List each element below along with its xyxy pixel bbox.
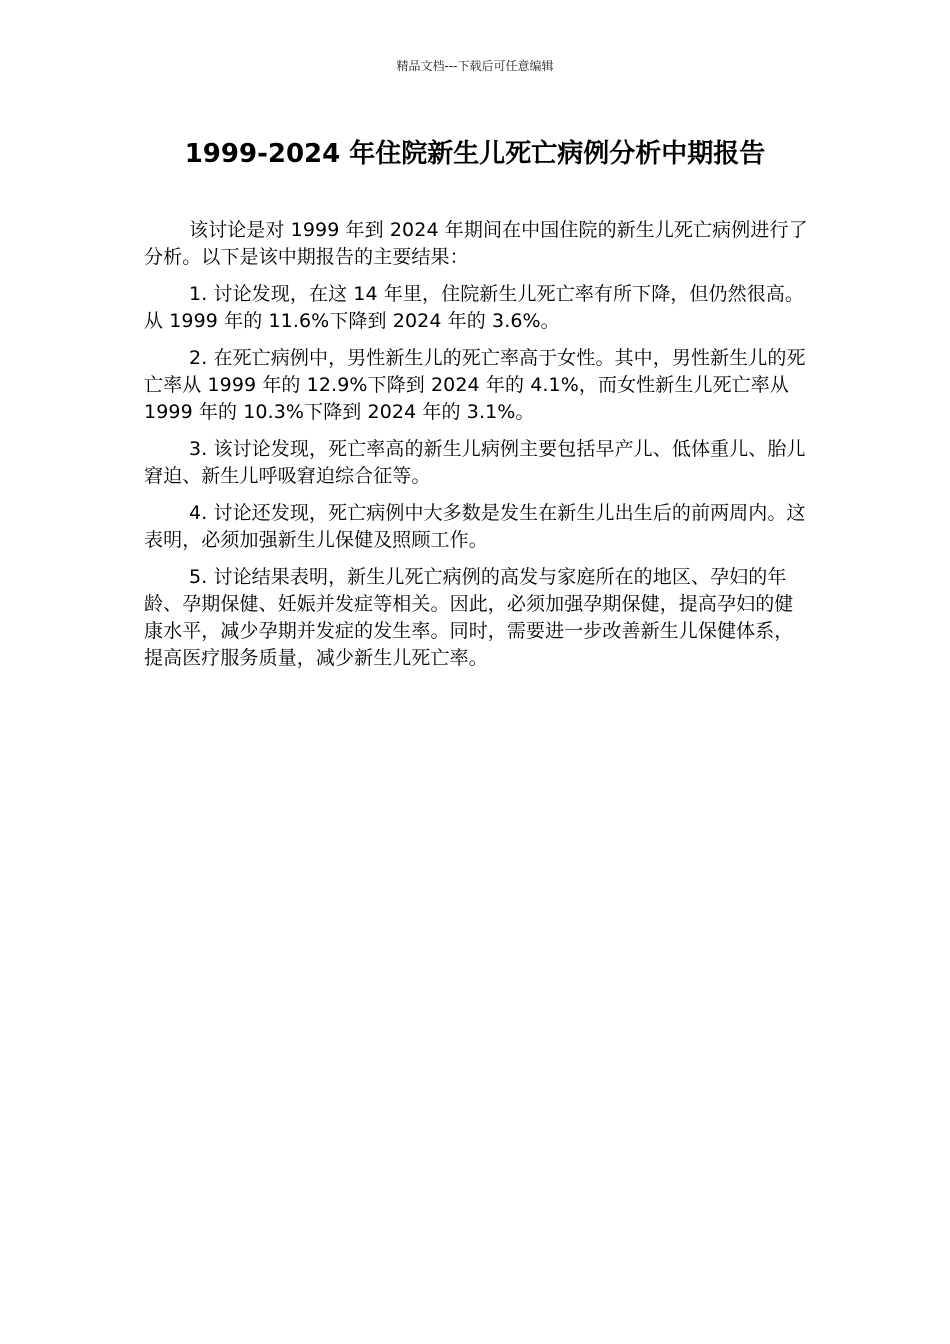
finding-paragraph-1: 1. 讨论发现，在这 14 年里，住院新生儿死亡率有所下降，但仍然很高。从 1999 年的 11.6%下降到 2024 年的 3.6%。 bbox=[144, 283, 805, 332]
finding-paragraph-4: 4. 讨论还发现，死亡病例中大多数是发生在新生儿出生后的前两周内。这表明，必须加强新生儿保健及照顾工作。 bbox=[144, 502, 806, 551]
finding-paragraph-2: 2. 在死亡病例中，男性新生儿的死亡率高于女性。其中，男性新生儿的死亡率从 1999 年的 12.9%下降到 2024 年的 4.1%，而女性新生儿死亡率从 1999 年的 10.3%下降到 2024 年的 3.1%。 bbox=[144, 347, 806, 423]
document-body bbox=[144, 217, 808, 682]
finding-paragraph-5: 5. 讨论结果表明，新生儿死亡病例的高发与家庭所在的地区、孕妇的年龄、孕期保健、妊娠并发症等相关。因此，必须加强孕期保健，提高孕妇的健康水平，减少孕期并发症的发生率。同时，需要进一步改善新生儿保健体系，提高医疗服务质量，减少新生儿死亡率。 bbox=[144, 566, 794, 669]
finding-paragraph-3: 3. 该讨论发现，死亡率高的新生儿病例主要包括早产儿、低体重儿、胎儿窘迫、新生儿呼吸窘迫综合征等。 bbox=[144, 438, 806, 487]
document-title: 1999-2024 年住院新生儿死亡病例分析中期报告 bbox=[184, 139, 766, 169]
intro-paragraph: 该讨论是对 1999 年到 2024 年期间在中国住院的新生儿死亡病例进行了分析。以下是该中期报告的主要结果： bbox=[144, 219, 808, 268]
running-header: 精品文档---下载后可任意编辑 bbox=[396, 59, 554, 73]
